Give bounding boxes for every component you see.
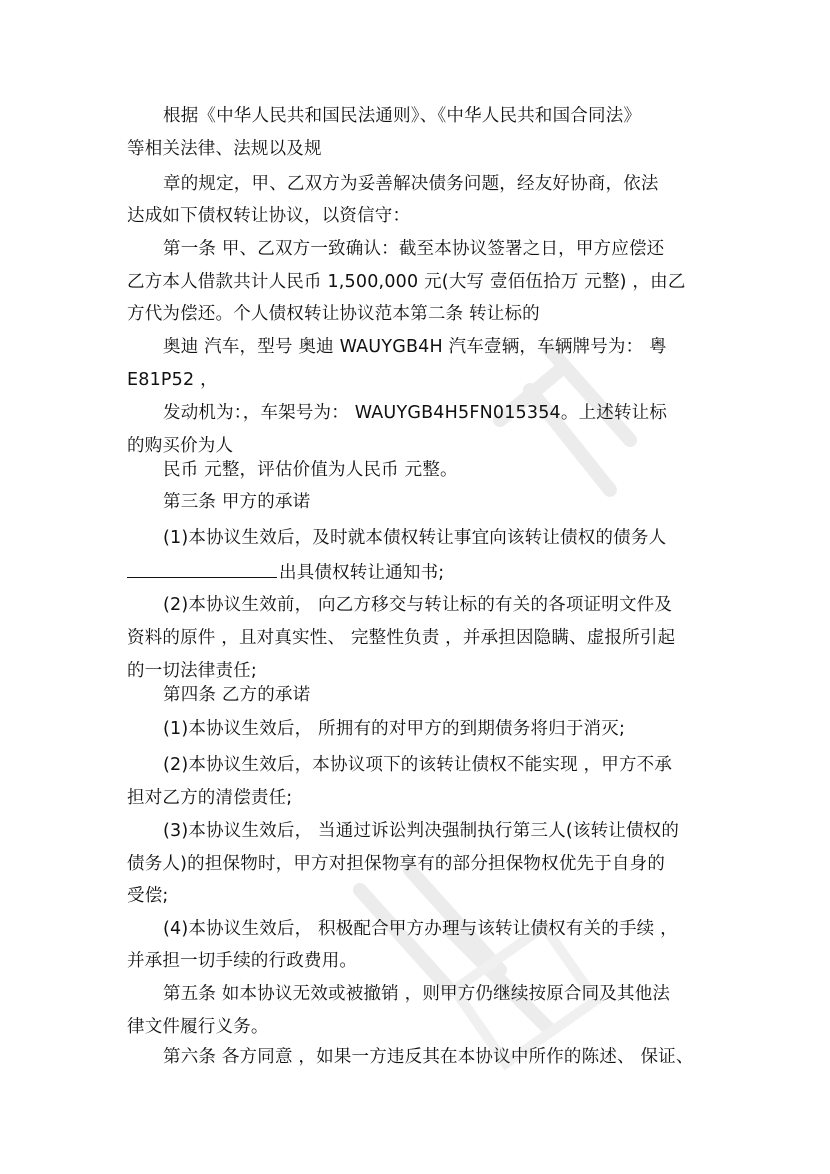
text-line: 达成如下债权转让协议，以资信守： (127, 206, 411, 226)
text-line (127, 559, 444, 585)
text-line: 章的规定，甲、乙双方为妥善解决债务问题，经友好协商，依法 (163, 174, 659, 194)
text-line: 债务人)的担保物时，甲方对担保物享有的部分担保物权优先于自身的 (127, 854, 666, 874)
text-line: (1)本协议生效后， 所拥有的对甲方的到期债务将归于消灭; (163, 719, 626, 739)
text-line: 担对乙方的清偿责任; (127, 788, 293, 808)
text-line: 民币 元整，评估价值为人民币 元整。 (163, 460, 458, 480)
watermark-graphic (300, 330, 660, 1090)
text-line: 乙方本人借款共计人民币 1,500,000 元(大写 壹佰伍拾万 元整) ，由乙 (127, 272, 686, 292)
text-line: 受偿; (127, 886, 169, 906)
text-line: 资料的原件 ，且对真实性、 完整性负责 ，并承担因隐瞒、虚报所引起 (127, 628, 676, 648)
text-line: 发动机为：，车架号为： WAUYGB4H5FN015354。上述转让标 (163, 403, 668, 423)
blank-underline (127, 559, 277, 578)
text-line: 律文件履行义务。 (127, 1017, 269, 1037)
text-line: 等相关法律、法规以及规 (127, 139, 322, 159)
text-line: (2)本协议生效前， 向乙方移交与转让标的有关的各项证明文件及 (163, 595, 673, 615)
text-line: (1)本协议生效后，及时就本债权转让事宜向该转让债权的债务人 (163, 528, 667, 548)
text-line: 根据《中华人民共和国民法通则》、《中华人民共和国合同法》 (163, 106, 642, 126)
text-line-content: 出具债权转让通知书; (279, 563, 445, 583)
section-heading: 第三条 甲方的承诺 (163, 492, 311, 512)
text-line: 奥迪 汽车，型号 奥迪 WAUYGB4H 汽车壹辆，车辆牌号为： 粤 (163, 337, 667, 357)
text-line: 并承担一切手续的行政费用。 (127, 951, 358, 971)
text-line: 第一条 甲、乙双方一致确认：截至本协议签署之日，甲方应偿还 (163, 239, 665, 259)
text-line: 第五条 如本协议无效或被撤销 ，则甲方仍继续按原合同及其他法 (163, 984, 671, 1004)
text-line: E81P52 ， (127, 370, 218, 390)
section-heading: 第四条 乙方的承诺 (163, 685, 311, 705)
text-line: 第六条 各方同意 ，如果一方违反其在本协议中所作的陈述、 保证、 (163, 1047, 694, 1067)
text-line: 的购买价为人 (127, 436, 234, 456)
text-line: (2)本协议生效后，本协议项下的该转让债权不能实现 ，甲方不承 (163, 755, 673, 775)
text-line: 的一切法律责任; (127, 661, 257, 681)
text-line: (3)本协议生效后， 当通过诉讼判决强制执行第三人(该转让债权的 (163, 821, 680, 841)
text-line: (4)本协议生效后， 积极配合甲方办理与该转让债权有关的手续 ， (163, 919, 678, 939)
text-line: 方代为偿还。个人债权转让协议范本第二条 转让标的 (127, 304, 540, 324)
